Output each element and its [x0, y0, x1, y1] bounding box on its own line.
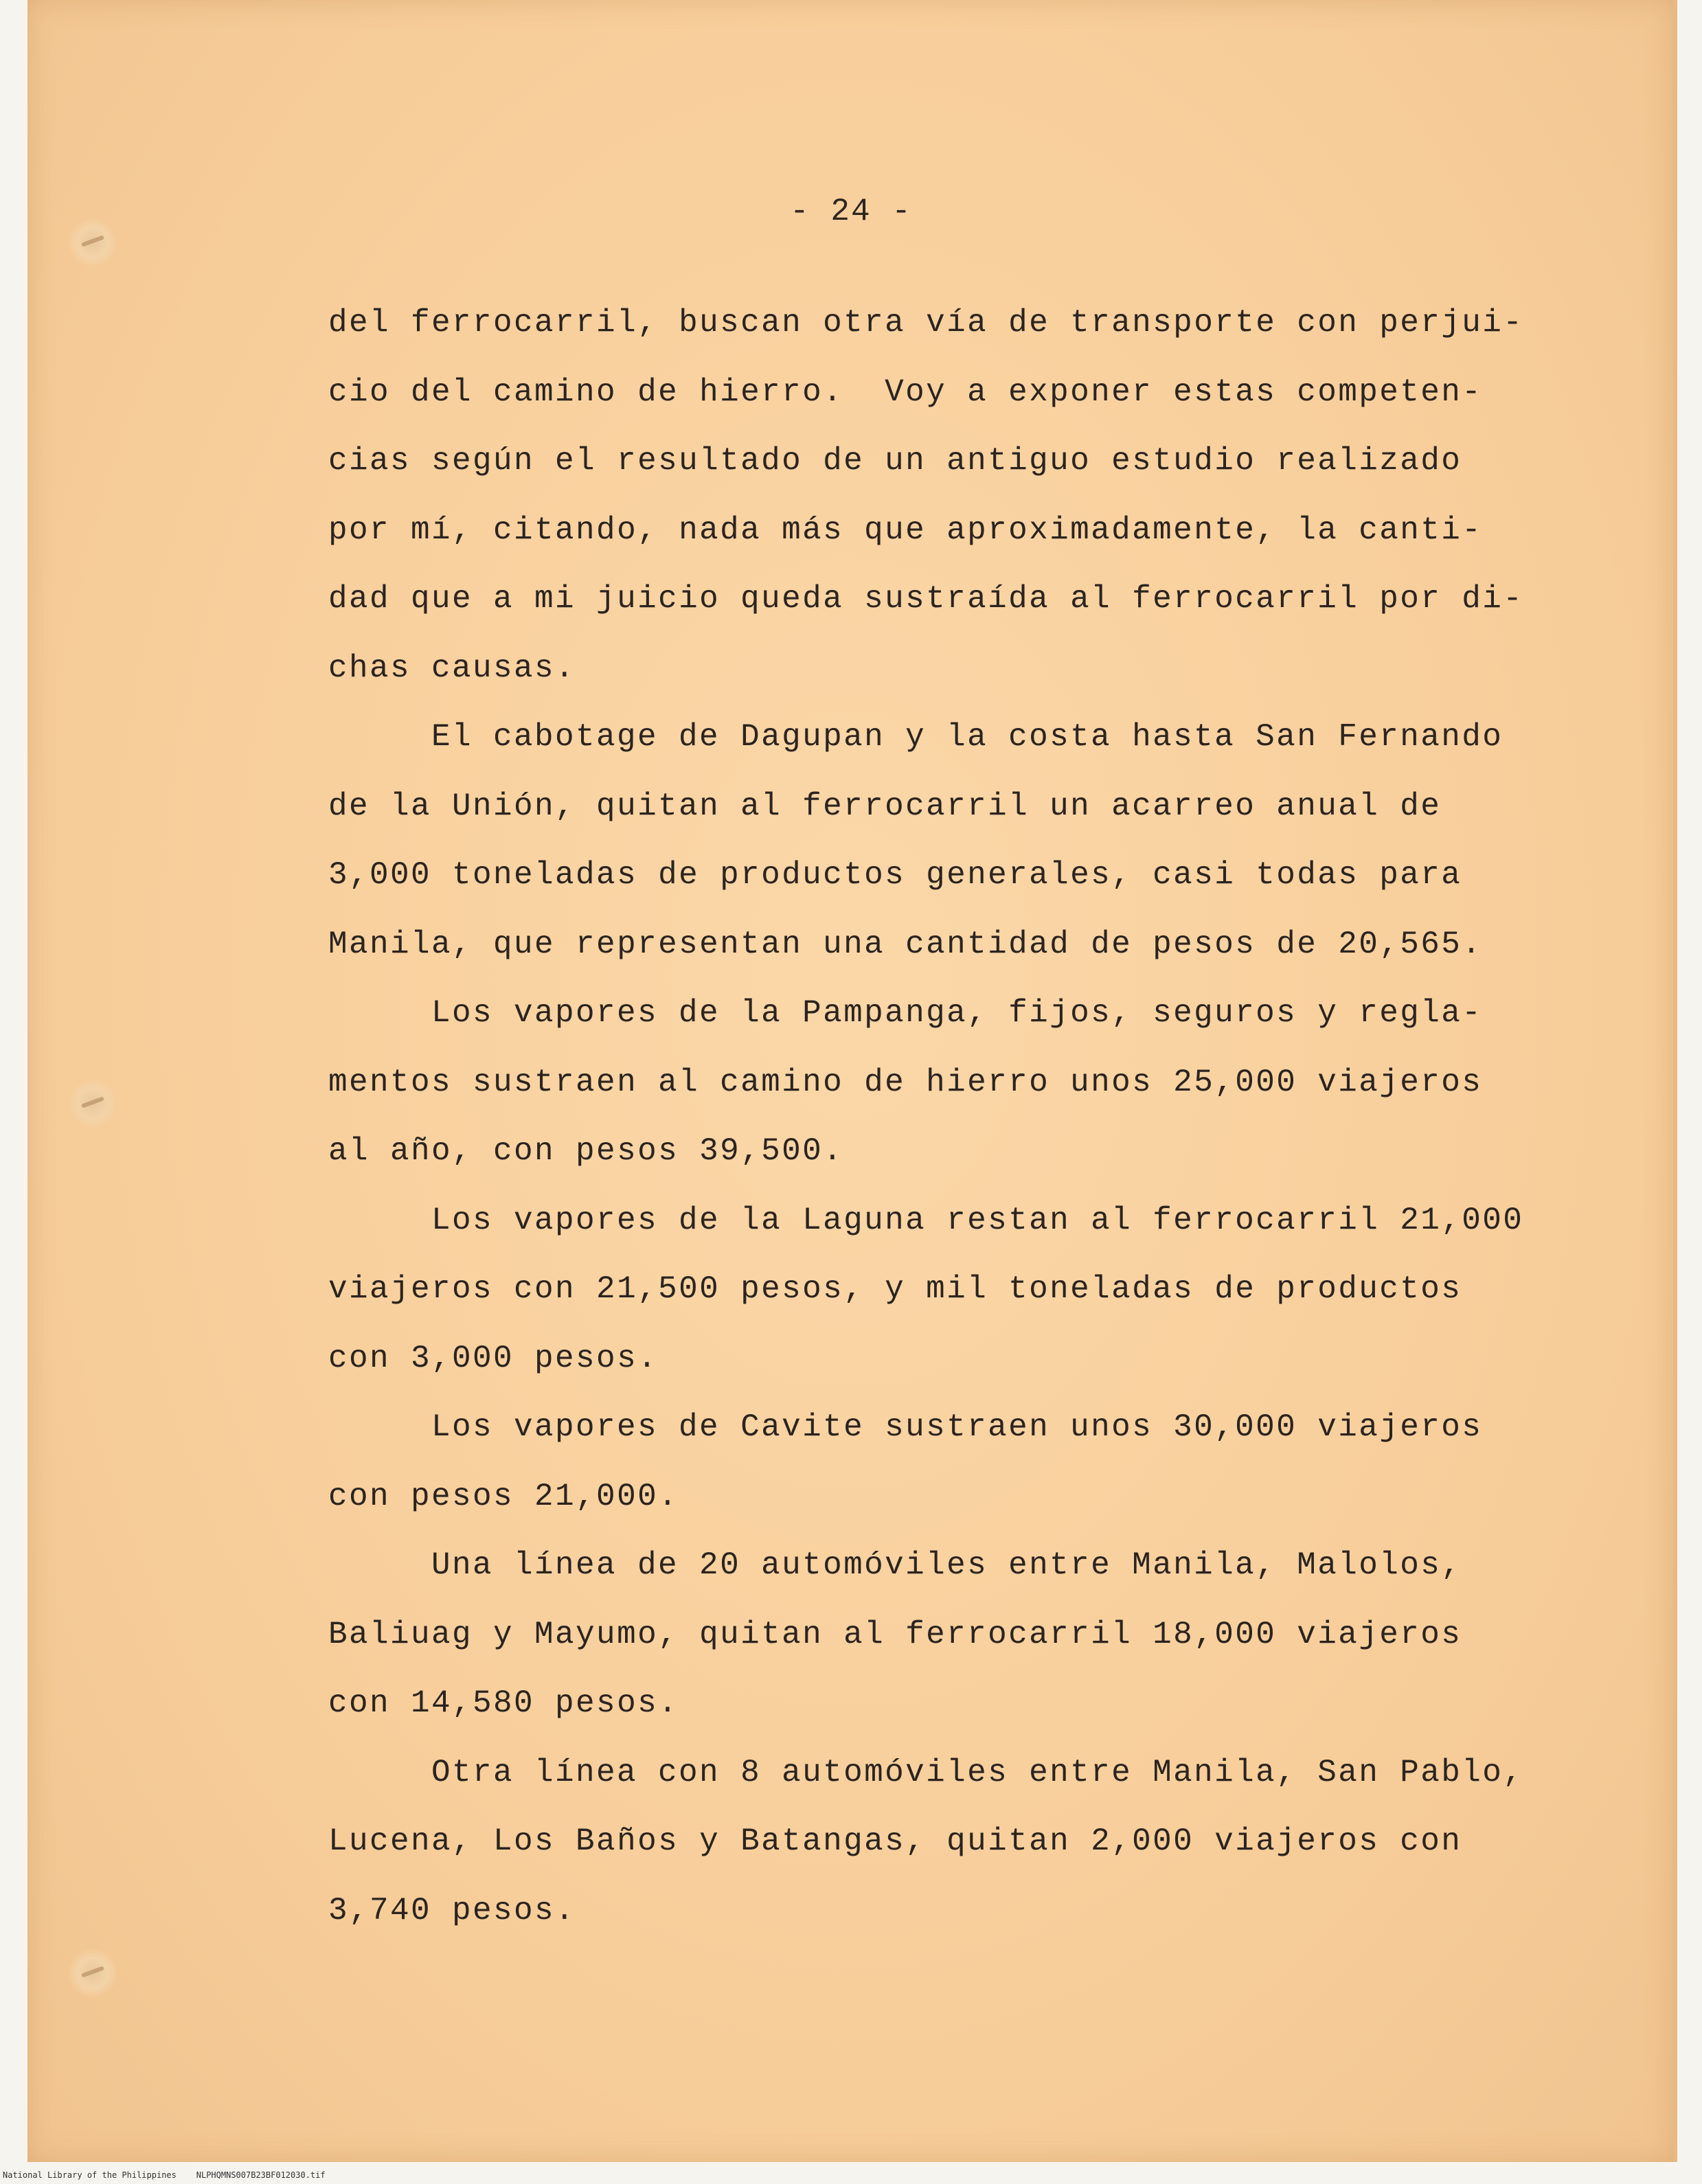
text-line: 3,000 toneladas de productos generales, casi todas para: [328, 857, 1462, 893]
text-line: con 14,580 pesos.: [328, 1685, 679, 1721]
text-line: con pesos 21,000.: [328, 1478, 679, 1514]
page-number: - 24 -: [790, 194, 912, 229]
text-line: con 3,000 pesos.: [328, 1340, 659, 1376]
text-line: Otra línea con 8 automóviles entre Manila, San Pablo,: [431, 1754, 1524, 1790]
text-line: Los vapores de Cavite sustraen unos 30,000 viajeros: [431, 1409, 1483, 1445]
text-line: Una línea de 20 automóviles entre Manila, Malolos,: [431, 1547, 1462, 1583]
text-line: por mí, citando, nada más que aproximadamente, la canti-: [328, 512, 1483, 548]
punch-hole-middle: [69, 1080, 117, 1128]
text-line: Lucena, Los Baños y Batangas, quitan 2,000 viajeros con: [328, 1823, 1462, 1859]
text-line: cias según el resultado de un antiguo estudio realizado: [328, 443, 1462, 479]
text-line: Baliuag y Mayumo, quitan al ferrocarril 18,000 viajeros: [328, 1616, 1462, 1652]
text-line: Manila, que representan una cantidad de pesos de 20,565.: [328, 926, 1483, 962]
text-line: mentos sustraen al camino de hierro unos 25,000 viajeros: [328, 1064, 1483, 1100]
archive-credit: National Library of the Philippines NLPHQMNS007B23BF012030.tif: [3, 2170, 326, 2180]
text-line: viajeros con 21,500 pesos, y mil toneladas de productos: [328, 1271, 1462, 1307]
text-line: Los vapores de la Pampanga, fijos, seguros y regla-: [431, 995, 1483, 1031]
text-line: 3,740 pesos.: [328, 1892, 576, 1929]
text-line: del ferrocarril, buscan otra vía de transporte con perjui-: [328, 305, 1524, 341]
text-line: de la Unión, quitan al ferrocarril un acarreo anual de: [328, 788, 1442, 824]
text-line: El cabotage de Dagupan y la costa hasta San Fernando: [431, 719, 1504, 755]
text-line: dad que a mi juicio queda sustraída al ferrocarril por di-: [328, 581, 1524, 617]
text-line: al año, con pesos 39,500.: [328, 1133, 844, 1169]
punch-hole-bottom: [69, 1949, 117, 1997]
text-line: cio del camino de hierro. Voy a exponer estas competen-: [328, 374, 1483, 410]
text-line: chas causas.: [328, 650, 576, 686]
text-line: Los vapores de la Laguna restan al ferrocarril 21,000: [431, 1202, 1524, 1238]
typed-body-text: [328, 288, 1558, 1945]
